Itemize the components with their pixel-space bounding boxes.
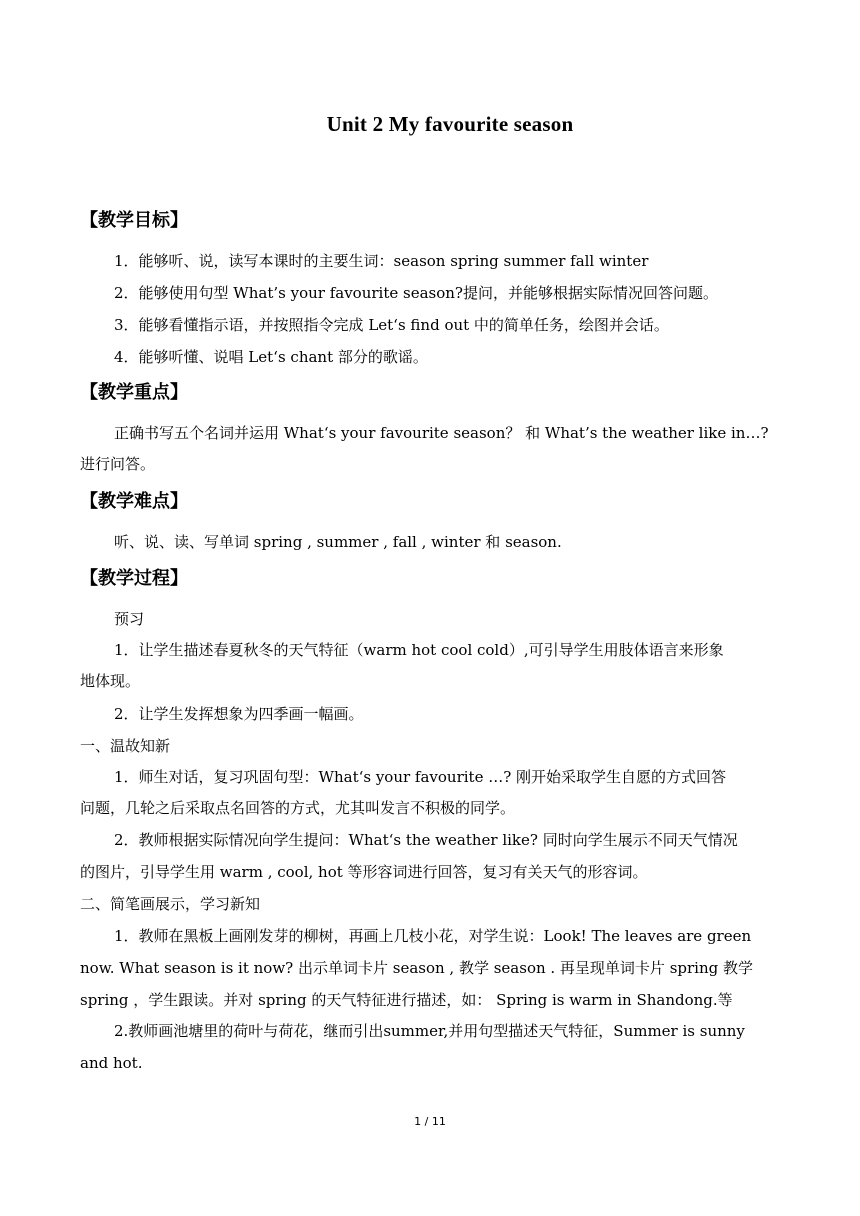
part-title: 一、温故知新: [80, 737, 171, 755]
process-paragraph: 的图片，引导学生用 warm , cool, hot 等形容词进行回答，复习有关天气的形容词。: [80, 863, 648, 881]
section-heading-process: 【教学过程】: [80, 568, 188, 589]
document-title: Unit 2 My favourite season: [326, 112, 574, 136]
process-paragraph: 1．教师在黑板上画刚发芽的柳树，再画上几枝小花，对学生说：Look! The leaves are green: [114, 927, 752, 945]
objective-item: 3．能够看懂指示语，并按照指令完成 Let‘s find out 中的简单任务，绘图并会话。: [114, 316, 669, 334]
process-paragraph: and hot.: [80, 1054, 143, 1072]
process-paragraph: 2．教师根据实际情况向学生提问：What‘s the weather like? 同时向学生展示不同天气情况: [114, 831, 738, 849]
objective-item: 2．能够使用句型 What’s your favourite season?提问，并能够根据实际情况回答问题。: [114, 284, 718, 302]
key-points-text: 进行问答。: [80, 455, 156, 473]
process-paragraph: now. What season is it now? 出示单词卡片 season , 教学 season . 再呈现单词卡片 spring 教学: [80, 959, 754, 977]
process-paragraph: 1．让学生描述春夏秋冬的天气特征（warm hot cool cold）,可引导学生用肢体语言来形象: [114, 641, 724, 659]
process-paragraph: 地体现。: [80, 672, 141, 690]
process-paragraph: 问题，几轮之后采取点名回答的方式，尤其叫发言不积极的同学。: [80, 799, 516, 817]
key-points-text: 正确书写五个名词并运用 What‘s your favourite season？ 和 What’s the weather like in…?: [114, 424, 769, 442]
difficulties-text: 听、说、读、写单词 spring , summer , fall , winter 和 season.: [114, 533, 562, 551]
part-title: 二、简笔画展示，学习新知: [80, 895, 261, 913]
process-paragraph: 2．让学生发挥想象为四季画一幅画。: [114, 705, 364, 723]
section-heading-difficulties: 【教学难点】: [80, 491, 188, 512]
process-paragraph: spring ，学生跟读。并对 spring 的天气特征进行描述，如： Spring is warm in Shandong.等: [80, 991, 733, 1009]
preview-label: 预习: [114, 610, 145, 628]
process-paragraph: 2.教师画池塘里的荷叶与荷花，继而引出summer,并用句型描述天气特征，Summer is sunny: [114, 1022, 745, 1040]
process-paragraph: 1．师生对话，复习巩固句型：What‘s your favourite …? 刚开始采取学生自愿的方式回答: [114, 768, 727, 786]
section-heading-objectives: 【教学目标】: [80, 210, 188, 231]
section-heading-key-points: 【教学重点】: [80, 382, 188, 403]
objective-item: 1．能够听、说，读写本课时的主要生词：season spring summer fall winter: [114, 252, 649, 270]
page-number: 1 / 11: [414, 1115, 446, 1128]
objective-item: 4．能够听懂、说唱 Let‘s chant 部分的歌谣。: [114, 348, 428, 366]
